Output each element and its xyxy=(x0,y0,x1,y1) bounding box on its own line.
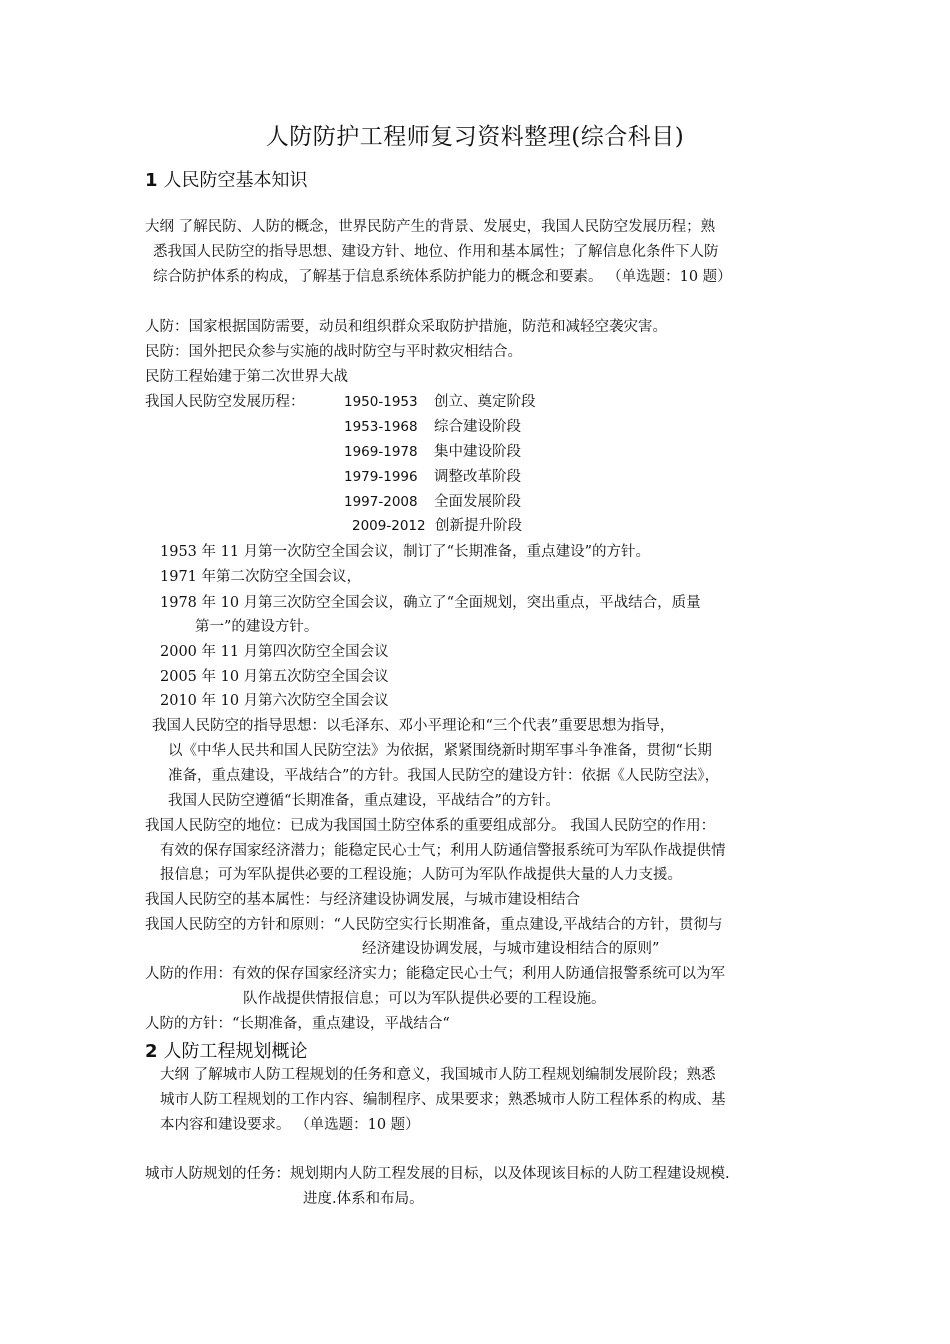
section-number: 1 xyxy=(145,170,158,191)
conference-2005: 2005 年 10 月第五次防空全国会议 xyxy=(160,669,389,685)
status-line-1: 我国人民防空的地位：已成为我国国土防空体系的重要组成部分。 我国人民防空的作用： xyxy=(145,818,716,834)
stage-years: 1953-1968 xyxy=(344,419,418,435)
section-heading-text: 人民防空基本知识 xyxy=(163,170,308,191)
stage-years: 1969-1978 xyxy=(344,444,418,460)
syllabus-1-line-3: 综合防护体系的构成，了解基于信息系统体系防护能力的概念和要素。 （单选题：10 题） xyxy=(153,269,732,285)
conference-1978-line-2: 第一”的建设方针。 xyxy=(195,619,319,635)
task-line-2: 进度.体系和布局。 xyxy=(303,1191,424,1207)
fangzhen: 人防的方针：“长期准备，重点建设，平战结合“ xyxy=(145,1016,450,1032)
section-number: 2 xyxy=(145,1041,158,1062)
stage-name: 综合建设阶段 xyxy=(434,419,521,435)
policy-line-2: 经济建设协调发展，与城市建设相结合的原则” xyxy=(362,941,660,957)
stage-years: 1997-2008 xyxy=(344,494,418,510)
conference-2000: 2000 年 11 月第四次防空全国会议 xyxy=(160,644,389,660)
syllabus-2-line-3: 本内容和建设要求。 （单选题：10 题） xyxy=(160,1117,420,1133)
stage-row xyxy=(344,470,521,485)
syllabus-1-line-2: 悉我国人民防空的指导思想、建设方针、地位、作用和基本属性；了解信息化条件下人防 xyxy=(153,244,719,260)
conference-1953: 1953 年 11 月第一次防空全国会议，制订了“长期准备，重点建设”的方针。 xyxy=(160,544,651,560)
stage-name: 集中建设阶段 xyxy=(434,444,521,460)
stage-years: 1979-1996 xyxy=(344,469,418,485)
syllabus-2-line-1: 大纲 了解城市人防工程规划的任务和意义，我国城市人防工程规划编制发展阶段；熟悉 xyxy=(160,1067,716,1083)
role-line-2: 队作战提供情报信息；可以为军队提供必要的工程设施。 xyxy=(243,991,606,1007)
guide-line-4: 我国人民防空遵循“长期准备，重点建设，平战结合”的方针。 xyxy=(168,793,560,809)
stage-name: 创立、奠定阶段 xyxy=(434,394,536,410)
role-line-1: 人防的作用：有效的保存国家经济实力；能稳定民心士气；利用人防通信报警系统可以为军 xyxy=(145,966,725,982)
stage-row xyxy=(344,495,521,510)
conference-1978-line-1: 1978 年 10 月第三次防空全国会议，确立了“全面规划，突出重点，平战结合，质量 xyxy=(160,595,701,611)
stage-years: 1950-1953 xyxy=(344,394,418,410)
minfang-start: 民防工程始建于第二次世界大战 xyxy=(145,369,348,385)
task-line-1: 城市人防规划的任务：规划期内人防工程发展的目标，以及体现该目标的人防工程建设规模. xyxy=(145,1166,730,1182)
stage-name: 调整改革阶段 xyxy=(434,469,521,485)
stage-row xyxy=(344,445,521,460)
status-line-3: 报信息；可为军队提供必要的工程设施；人防可为军队作战提供大量的人力支援。 xyxy=(160,867,682,883)
stage-row xyxy=(344,395,536,410)
stage-name: 创新提升阶段 xyxy=(435,518,522,534)
section-1-heading xyxy=(145,166,308,192)
syllabus-2-line-2: 城市人防工程规划的工作内容、编制程序、成果要求；熟悉城市人防工程体系的构成、基 xyxy=(160,1092,726,1108)
section-heading-text: 人防工程规划概论 xyxy=(163,1041,308,1062)
basic-attribute: 我国人民防空的基本属性：与经济建设协调发展，与城市建设相结合 xyxy=(145,892,580,908)
document-title: 人防防护工程师复习资料整理(综合科目) xyxy=(265,124,685,150)
section-2-heading xyxy=(145,1037,308,1063)
status-line-2: 有效的保存国家经济潜力；能稳定民心士气；利用人防通信警报系统可为军队作战提供情 xyxy=(160,843,726,859)
stage-row xyxy=(352,519,522,534)
guide-line-2: 以《中华人民共和国人民防空法》为依据，紧紧围绕新时期军事斗争准备，贯彻“长期 xyxy=(168,743,712,759)
guide-line-3: 准备，重点建设，平战结合”的方针。我国人民防空的建设方针：依据《人民防空法》， xyxy=(168,768,720,784)
guide-line-1: 我国人民防空的指导思想：以毛泽东、邓小平理论和“三个代表”重要思想为指导， xyxy=(152,718,675,734)
renfang-definition: 人防：国家根据国防需要，动员和组织群众采取防护措施，防范和减轻空袭灾害。 xyxy=(145,319,667,335)
history-label: 我国人民防空发展历程： xyxy=(145,394,305,410)
policy-line-1: 我国人民防空的方针和原则：“人民防空实行长期准备，重点建设,平战结合的方针，贯彻与 xyxy=(145,917,723,933)
stage-years: 2009-2012 xyxy=(352,518,426,534)
conference-1971: 1971 年第二次防空全国会议， xyxy=(160,569,362,585)
syllabus-1-line-1: 大纲 了解民防、人防的概念，世界民防产生的背景、发展史，我国人民防空发展历程；熟 xyxy=(145,219,716,235)
minfang-definition: 民防：国外把民众参与实施的战时防空与平时救灾相结合。 xyxy=(145,344,522,360)
stage-row xyxy=(344,420,521,435)
stage-name: 全面发展阶段 xyxy=(434,494,521,510)
conference-2010: 2010 年 10 月第六次防空全国会议 xyxy=(160,693,389,709)
